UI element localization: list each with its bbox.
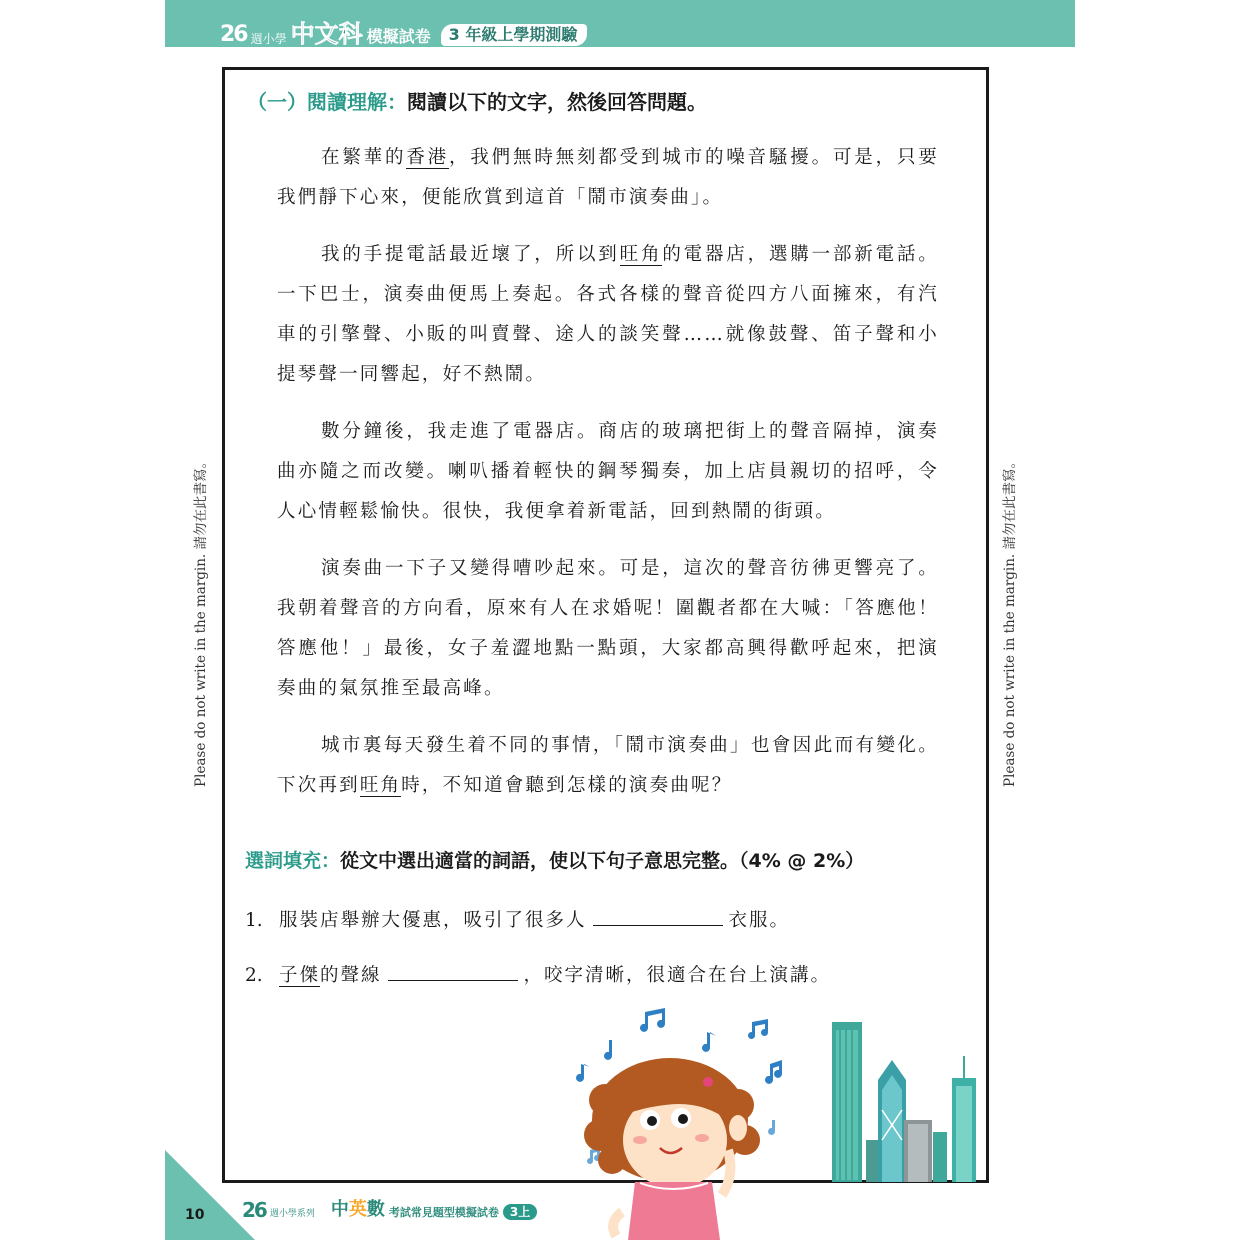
section-instruction: 閱讀以下的文字，然後回答問題。 (407, 90, 707, 114)
section-heading (247, 86, 707, 115)
question-number: 1. (245, 910, 263, 931)
exam-frame (222, 67, 989, 1183)
passage-paragraph-3: 數分鐘後，我走進了電器店。商店的玻璃把街上的聲音隔掉，演奏曲亦隨之而改變。喇叭播着輕快的鋼琴獨奏，加上店員親切的招呼，令人心情輕鬆愉快。很快，我便拿着新電話，回到熱鬧的街頭。 (277, 421, 939, 522)
footer-logo: 26 (242, 1198, 266, 1222)
question-instruction: 從文中選出適當的詞語，使以下句子意思完整。（4% @ 2%） (340, 850, 865, 872)
passage-paragraph-4: 演奏曲一下子又變得嘈吵起來。可是，這次的聲音彷彿更響亮了。我朝着聲音的方向看，原來有人在求婚呢！圍觀者都在大喊：「答應他！答應他！」最後，女子羞澀地點一點頭，大家都高興得歡呼起來，把演奏曲的氣氛推至最高峰。 (277, 558, 939, 699)
proper-noun: 旺角 (619, 244, 663, 265)
header-week: 週小學 (250, 32, 287, 46)
proper-noun: 子傑 (279, 965, 321, 986)
proper-noun: 旺角 (359, 775, 402, 796)
proper-noun: 香港 (406, 147, 449, 168)
reading-passage (277, 138, 939, 823)
footer-book-title: 考試常見題型模擬試卷 (388, 1206, 499, 1219)
footer-title (242, 1200, 537, 1220)
footer-grade-badge: 3上 (503, 1204, 537, 1220)
margin-note-left: Please do not write in the margin. 請勿在此書寫。 (193, 454, 209, 788)
margin-note-right: Please do not write in the margin. 請勿在此書寫。 (1002, 454, 1018, 788)
question-number: 2. (245, 965, 263, 986)
question-2: 2. 子傑的聲線 ，咬字清晰，很適合在台上演講。 (245, 965, 832, 986)
passage-paragraph-1: 在繁華的香港，我們無時無刻都受到城市的噪音騷擾。可是，只要我們靜下心來，便能欣賞到這首「鬧市演奏曲」。 (277, 147, 939, 208)
question-1: 1. 服裝店舉辦大優惠，吸引了很多人 衣服。 (245, 910, 791, 931)
header-grade-badge: 3 年級上學期測驗 (441, 24, 588, 46)
header-subject: 中文科 (290, 20, 363, 48)
question-heading (245, 846, 864, 873)
header-logo: 26 (220, 22, 247, 47)
passage-paragraph-5: 城市裏每天發生着不同的事情，「鬧市演奏曲」也會因此而有變化。下次再到旺角時，不知道會聽到怎樣的演奏曲呢？ (277, 735, 939, 796)
answer-blank-1[interactable] (593, 910, 723, 926)
footer-brand: 中英數 (330, 1199, 385, 1220)
header-title (220, 20, 587, 46)
answer-blank-2[interactable] (388, 965, 518, 981)
footer-series: 週小學系列 (269, 1209, 315, 1219)
question-label: 選詞填充： (245, 850, 341, 872)
header-exam: 模擬試卷 (366, 27, 431, 46)
passage-paragraph-2: 我的手提電話最近壞了，所以到旺角的電器店，選購一部新電話。一下巴士，演奏曲便馬上奏起。各式各樣的聲音從四方八面擁來，有汽車的引擎聲、小販的叫賣聲、途人的談笑聲……就像鼓聲、笛子聲和小提琴聲一同響起，好不熱鬧。 (277, 244, 939, 385)
section-label: （一）閱讀理解： (247, 90, 407, 114)
page-number: 10 (185, 1207, 205, 1223)
